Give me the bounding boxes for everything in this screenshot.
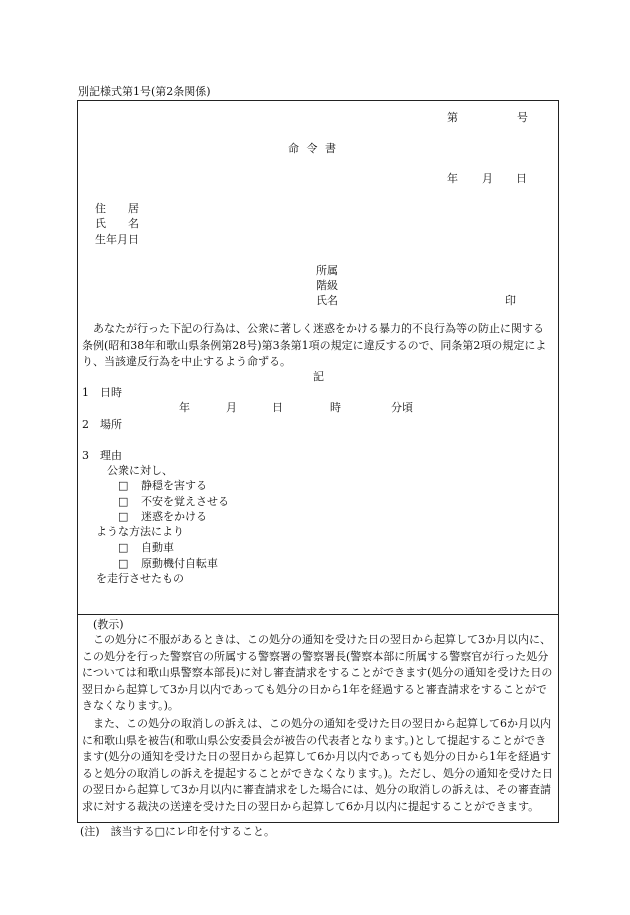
option-moped-label: 原動機付自転車 (141, 557, 218, 570)
datetime-month: 月 (226, 401, 237, 414)
datetime-hour: 時 (330, 401, 341, 414)
birthdate-label: 生年月日 (95, 233, 139, 246)
checkbox-car[interactable]: □ (118, 541, 129, 554)
date-day: 日 (516, 172, 527, 185)
datetime-year: 年 (179, 401, 190, 414)
item-reason-label: 3 理由 (82, 449, 122, 462)
number-prefix: 第 (447, 111, 458, 124)
checkbox-nuisance[interactable]: □ (118, 510, 129, 523)
ki-heading: 記 (313, 370, 324, 383)
option-anxiety-label: 不安を覚えさせる (141, 495, 229, 508)
date-month: 月 (482, 172, 493, 185)
reason-public-line: 公衆に対し、 (107, 464, 173, 477)
rank-label: 階級 (316, 279, 338, 292)
datetime-day: 日 (272, 401, 283, 414)
notice-heading: (教示) (93, 618, 124, 631)
checkbox-quiet[interactable]: □ (118, 479, 129, 492)
notice-paragraph-1: この処分に不服があるときは、この処分の通知を受けた日の翌日から起算して3か月以内に、この処分を行った警察官の所属する警察署の警察署長(警察本部に所属する警察官が行った処分については和歌山県警察本部長)に対し審査請求をすることができます(処分の通知を受けた日の翌日から起算して3か月以内であっても処分の日から1年を経過すると審査請求をすることができなくなります。)。 (82, 633, 553, 713)
item-datetime-label: 1 日時 (82, 386, 122, 399)
reason-method-line: ような方法により (96, 525, 184, 538)
number-suffix: 号 (517, 111, 528, 124)
reason-end-line: を走行させたもの (96, 572, 184, 585)
document-title: 命 令 書 (288, 142, 336, 155)
option-car-label: 自動車 (141, 541, 174, 554)
date-year: 年 (447, 172, 458, 185)
datetime-minute: 分頃 (391, 401, 413, 414)
footnote: (注) 該当する□にレ印を付すること。 (80, 825, 275, 838)
checkbox-moped[interactable]: □ (118, 557, 129, 570)
recipient-name-label: 氏 名 (95, 217, 139, 230)
affiliation-label: 所属 (316, 264, 338, 277)
address-label: 住 居 (95, 202, 139, 215)
checkbox-anxiety[interactable]: □ (118, 495, 129, 508)
order-body-text: あなたが行った下記の行為は、公衆に著しく迷惑をかける暴力的不良行為等の防止に関する条例(昭和38年和歌山県条例第28号)第3条第1項の規定に違反するので、同条第2項の規定により、当該違反行為を中止するよう命ずる。 (82, 322, 547, 369)
officer-name-label: 氏名 (316, 294, 338, 307)
seal-mark: 印 (505, 294, 516, 307)
option-quiet-label: 静穏を害する (141, 479, 207, 492)
form-label: 別記様式第1号(第2条関係) (78, 85, 211, 98)
option-nuisance-label: 迷惑をかける (141, 510, 207, 523)
item-place-label: 2 場所 (82, 418, 122, 431)
notice-paragraph-2: また、この処分の取消しの訴えは、この処分の通知を受けた日の翌日から起算して6か月以内に和歌山県を被告(和歌山県公安委員会が被告の代表者となります。)として提起することができます(処分の通知を受けた日の翌日から起算して6か月以内であっても処分の日から1年を経過すると処分の取消しの訴えを提起することができなくなります。)。ただし、処分の通知を受けた日の翌日から起算して3か月以内に審査請求をした場合には、処分の取消しの訴えは、その審査請求に対する裁決の送達を受けた日の翌日から起算して6か月以内に提起することができます。 (82, 717, 553, 813)
